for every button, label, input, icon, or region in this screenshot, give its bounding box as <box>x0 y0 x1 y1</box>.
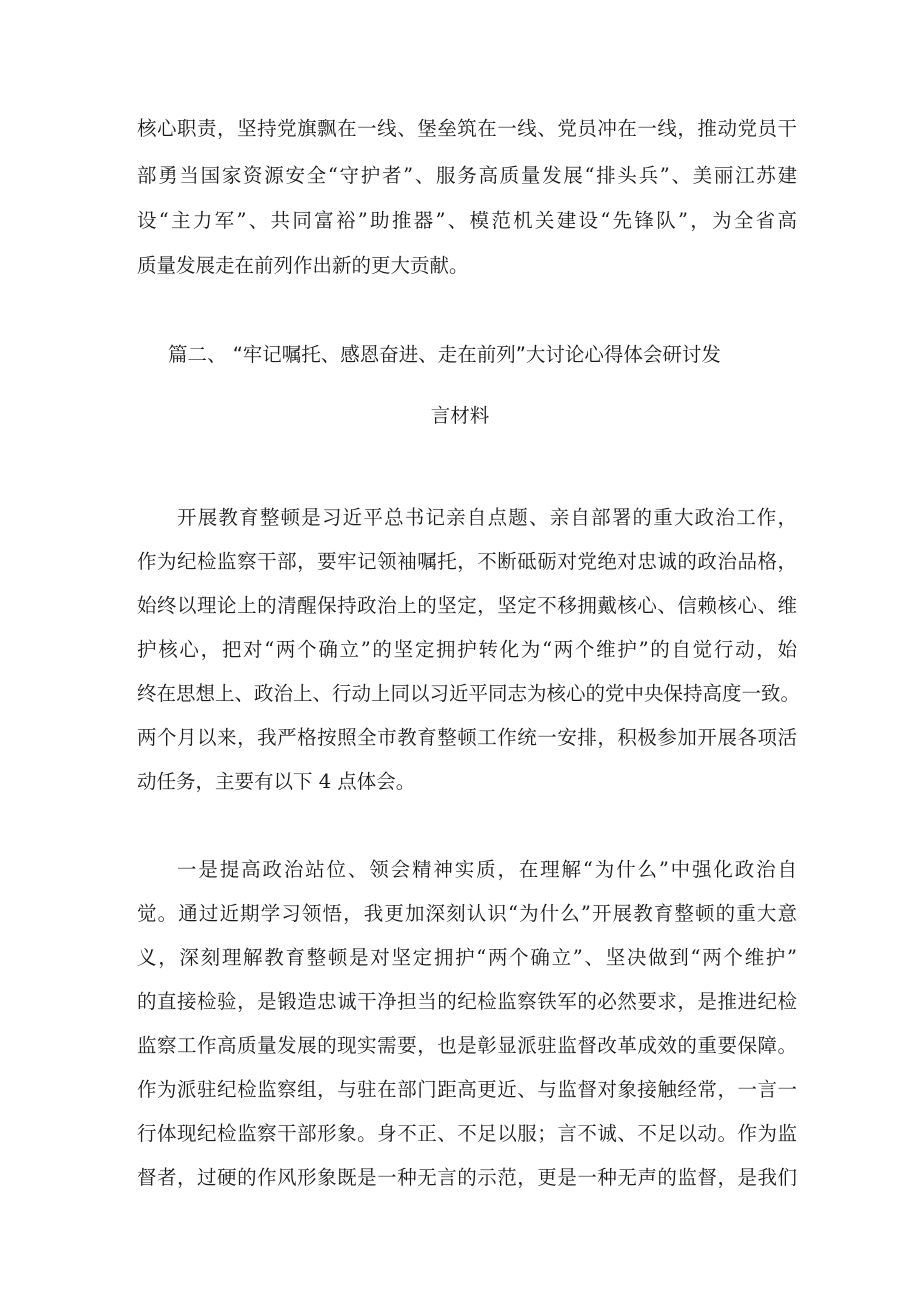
paragraph2-line-1: 一是提高政治站位、领会精神实质，在理解“为什么”中强化政治自 <box>177 858 797 881</box>
continuation-line-3: 设“主力军”、共同富裕”助推器”、模范机关建设“先锋队”，为全省高 <box>137 209 797 232</box>
paragraph2-line-4: 的直接检验，是锻造忠诚干净担当的纪检监察铁军的必然要求，是推进纪检 <box>137 990 797 1013</box>
paragraph1-line-1: 开展教育整顿是习近平总书记亲自点题、亲自部署的重大政治工作， <box>177 506 797 529</box>
paragraph2-line-5: 监察工作高质量发展的现实需要，也是彰显派驻监督改革成效的重要保障。 <box>137 1034 797 1057</box>
paragraph1-line-7: 动任务，主要有以下 4 点体会。 <box>137 770 416 793</box>
paragraph2-line-6: 作为派驻纪检监察组，与驻在部门距高更近、与监督对象接触经常，一言一 <box>137 1078 797 1101</box>
section-heading-line-1: 篇二、 “牢记嘱托、感恩奋进、走在前列”大讨论心得体会研讨发 <box>168 343 721 366</box>
continuation-line-2: 部勇当国家资源安全“守护者”、服务高质量发展“排头兵”、美丽江苏建 <box>137 164 797 187</box>
continuation-line-4: 质量发展走在前列作出新的更大贡献。 <box>137 254 469 277</box>
continuation-line-1: 核心职责，坚持党旗飘在一线、堡垒筑在一线、党员冲在一线，推动党员干 <box>137 117 797 140</box>
paragraph1-line-5: 终在思想上、政治上、行动上同以习近平同志为核心的党中央保持高度一致。 <box>137 682 801 705</box>
paragraph2-line-3: 义，深刻理解教育整顿是对坚定拥护“两个确立”、坚决做到“两个维护” <box>137 946 797 969</box>
paragraph1-line-2: 作为纪检监察干部，要牢记领袖嘱托，不断砥砺对党绝对忠诚的政治品格， <box>137 550 797 573</box>
paragraph2-line-8: 督者，过硬的作风形象既是一种无言的示范，更是一种无声的监督，是我们 <box>137 1166 797 1189</box>
paragraph1-line-6: 两个月以来，我严格按照全市教育整顿工作统一安排，积极参加开展各项活 <box>137 726 797 749</box>
section-heading-line-2: 言材料 <box>430 404 490 427</box>
paragraph2-line-2: 觉。通过近期学习领悟，我更加深刻认识“为什么”开展教育整顿的重大意 <box>137 902 797 925</box>
paragraph1-line-3: 始终以理论上的清醒保持政治上的坚定，坚定不移拥戴核心、信赖核心、维 <box>137 594 797 617</box>
paragraph1-line-4: 护核心，把对“两个确立”的坚定拥护转化为“两个维护”的自觉行动，始 <box>137 638 797 661</box>
paragraph2-line-7: 行体现纪检监察干部形象。身不正、不足以服；言不诚、不足以动。作为监 <box>137 1122 797 1145</box>
